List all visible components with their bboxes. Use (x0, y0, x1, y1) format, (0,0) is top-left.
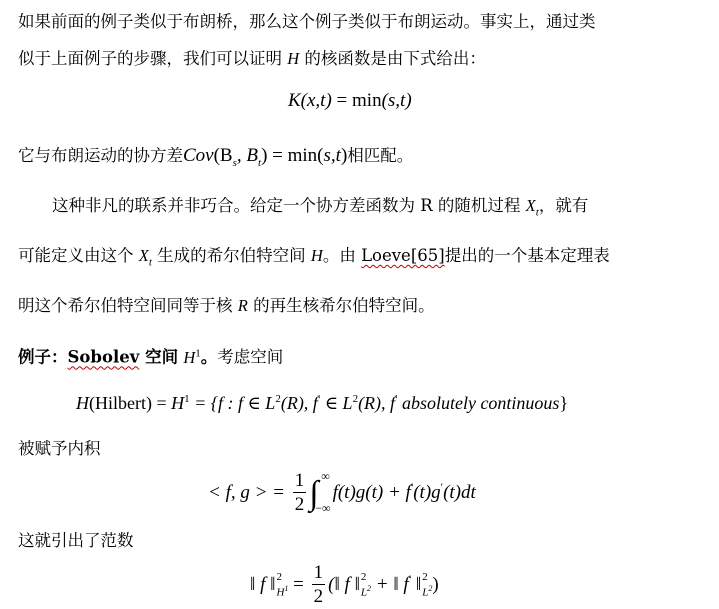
math-var-x: $X_t$ (138, 246, 152, 269)
paragraph-2 (18, 145, 413, 174)
text: 这种非凡的联系并非巧合。给定一个协方差函数为 R 的随机过程 (52, 196, 521, 215)
paragraph-3-line-3 (18, 295, 435, 317)
text: 似于上面例子的步骤，我们可以证明 (18, 49, 282, 68)
example-label: 例子： (18, 347, 68, 367)
text-inner-product: 被赋予内积 (18, 439, 101, 458)
paragraph-1-line-1: 如果前面的例子类似于布朗桥，那么这个例子类似于布朗运动。事实上，通过类 (18, 12, 596, 31)
math-var-h: H (310, 246, 323, 265)
paragraph-1-line-2 (18, 48, 486, 70)
math-h1: $H^1$ (183, 347, 201, 367)
text: 可能定义由这个 (18, 246, 134, 265)
paragraph-3-line-2 (18, 245, 610, 273)
eq-lhs: K(x,t) (288, 90, 332, 111)
paragraph-3-line-1 (52, 195, 588, 223)
text-norm: 这就引出了范数 (18, 531, 134, 550)
equation-norm: ‖ f ‖ 2 $H^1$ = $\frac{1}{2}$ (‖ f ‖ 2 $L^2$ + ‖ f′ ‖ 2 $L^2$ ) (250, 562, 439, 607)
math-cov: $Cov(B_s$, $B_t) = \min(s,t)$ (183, 145, 348, 169)
integral-sign: ∫ ∞ −∞ (309, 468, 331, 515)
equation-inner-product: < f, g > = $\frac{1}{2}$ ∫ ∞ −∞ f(t)g(t) + f′(t)g′(t)dt (208, 468, 476, 515)
eq-sign: = (331, 90, 353, 111)
math-var-h: H (287, 49, 300, 68)
equation-kernel (288, 90, 412, 112)
text: 提出的一个基本定理表 (444, 246, 610, 265)
text: 相匹配。 (347, 146, 414, 165)
text: 的再生核希尔伯特空间。 (253, 296, 435, 315)
text: 的核函数是由下式给出： (304, 49, 486, 68)
example-rest: 考虑空间 (217, 347, 284, 367)
text: 它与布朗运动的协方差 (18, 146, 183, 165)
eq-args: (s,t) (381, 90, 412, 111)
fraction: $\frac{1}{2}$ (294, 470, 305, 515)
example-dot: 。 (200, 347, 218, 367)
text: ，就有 (538, 196, 589, 215)
math-var-r: R (237, 296, 248, 315)
example-space: 空间 (139, 347, 179, 367)
text: 。由 (322, 246, 356, 265)
example-heading (18, 342, 283, 369)
text: 明这个希尔伯特空间同等于核 (18, 296, 233, 315)
sobolev-name: Sobolev (67, 347, 140, 367)
math-var-x: $X_t$ (525, 196, 539, 219)
citation-loeve: Loeve[65] (361, 246, 445, 265)
equation-space-definition: H(Hilbert) = $H^1 = \{f$ : f ∈ $L^2(R)$, f′ ∈ $L^2(R)$, f′ absolutely continuous} (76, 393, 569, 413)
eq-min: min (352, 90, 382, 111)
text: 生成的希尔伯特空间 (157, 246, 306, 265)
